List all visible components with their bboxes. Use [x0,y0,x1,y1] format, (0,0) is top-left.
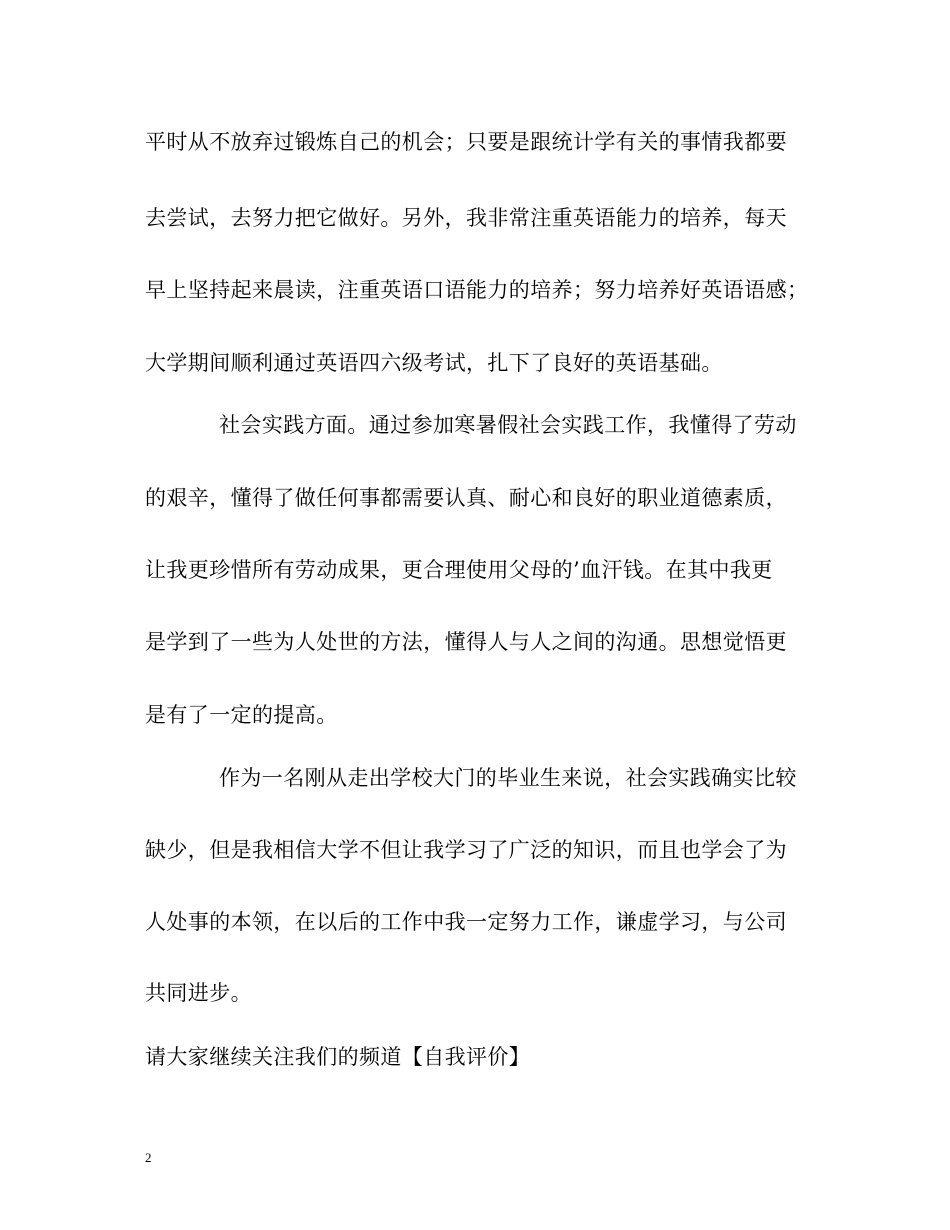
text-line: 的艰辛，懂得了做任何事都需要认真、耐心和良好的职业道德素质， [145,486,787,510]
text-line: 早上坚持起来晨读，注重英语口语能力的培养；努力培养好英语语感； [145,278,809,302]
text-line: 人处事的本领，在以后的工作中我一定努力工作，谦虚学习，与公司 [145,910,787,934]
channel-notice: 请大家继续关注我们的频道【自我评价】 [145,1045,531,1069]
page-number: 2 [145,1150,152,1165]
text-line: 缺少，但是我相信大学不但让我学习了广泛的知识，而且也学会了为 [145,838,787,862]
paragraph-first-line: 作为一名刚从走出学校大门的毕业生来说，社会实践确实比较 [219,766,797,790]
text-line: 是学到了一些为人处世的方法，懂得人与人之间的沟通。思想觉悟更 [145,630,787,654]
text-line: 平时从不放弃过锻炼自己的机会；只要是跟统计学有关的事情我都要 [145,130,787,154]
text-line: 让我更珍惜所有劳动成果，更合理使用父母的’血汗钱。在其中我更 [145,558,773,582]
text-line: 大学期间顺利通过英语四六级考试，扎下了良好的英语基础。 [145,351,723,375]
text-line: 共同进步。 [145,981,252,1005]
paragraph-first-line: 社会实践方面。通过参加寒暑假社会实践工作，我懂得了劳动 [219,413,797,437]
text-line: 去尝试，去努力把它做好。另外，我非常注重英语能力的培养，每天 [145,206,787,230]
text-line: 是有了一定的提高。 [145,703,338,727]
